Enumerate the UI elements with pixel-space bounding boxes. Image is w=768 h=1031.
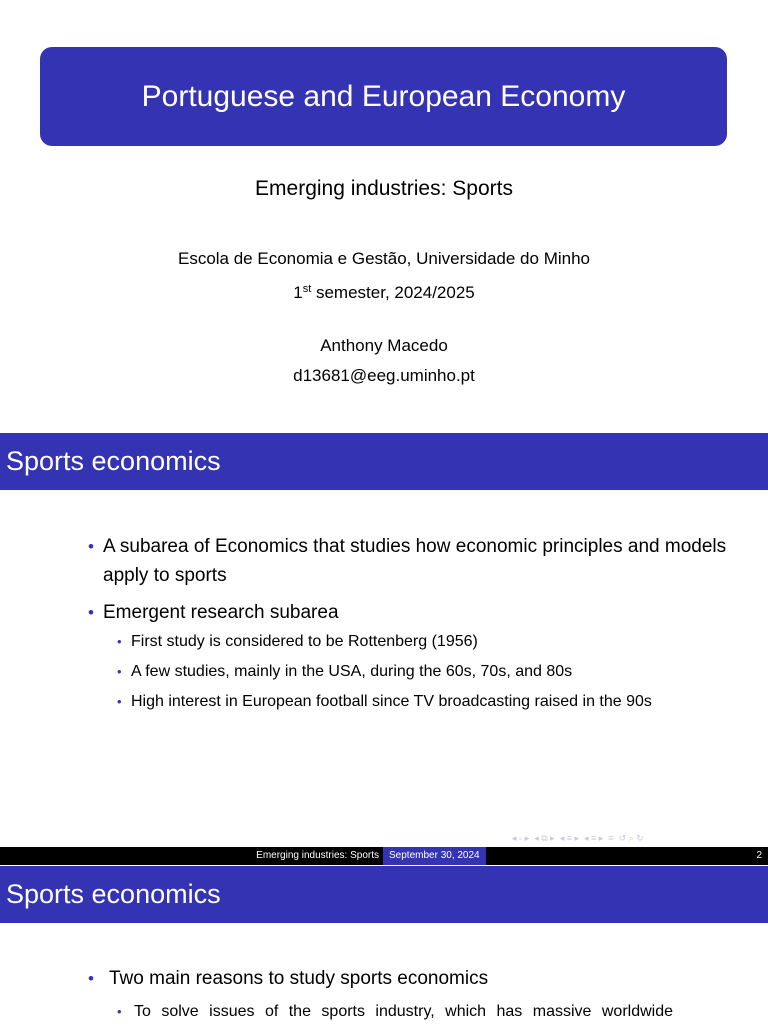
sub-bullet-text: A few studies, mainly in the USA, during the 60s, 70s, and 80s: [131, 663, 573, 680]
list-item: [88, 532, 728, 590]
institute: Escola de Economia e Gestão, Universidade do Minho: [177, 249, 590, 268]
sub-bullet-icon: •: [117, 1004, 122, 1019]
nav-align-icon[interactable]: ≡: [608, 833, 614, 843]
sub-bullet-icon: •: [117, 664, 122, 679]
sub-bullet-text: To solve issues of the sports industry, which has massive worldwide: [134, 1003, 674, 1020]
author-email: d13681@eeg.uminho.pt: [293, 366, 475, 385]
title-slide: [0, 0, 768, 433]
page-number: 2: [756, 850, 762, 861]
beamer-navigation: [512, 831, 768, 845]
sub-bullet-icon: •: [117, 694, 122, 709]
footer-right: [383, 847, 768, 865]
title-box: [40, 47, 727, 146]
semester: [0, 283, 768, 303]
semester-ordinal: 1: [293, 283, 303, 302]
semester-suffix: st: [302, 283, 312, 295]
list-item: [88, 598, 728, 713]
nav-section-icon[interactable]: ◂ ≡ ▸: [559, 832, 579, 843]
frame-title: Sports economics: [0, 866, 768, 923]
sub-list-item: [117, 1001, 728, 1023]
sub-bullet-text: High interest in European football since TV broadcasting raised in the 90s: [131, 693, 652, 710]
bullet-list: [88, 532, 728, 721]
bullet-text: A subarea of Economics that studies how economic principles and models apply to sports: [103, 536, 727, 586]
bullet-text: Emergent research subarea: [103, 602, 339, 623]
bullet-text: Two main reasons to study sports economics: [109, 968, 489, 989]
sub-bullet-icon: •: [117, 634, 122, 649]
sub-bullet-list: [117, 631, 728, 713]
footer-short-title: Emerging industries: Sports: [0, 847, 383, 865]
sub-list-item: [117, 691, 728, 713]
bullet-list: [88, 964, 728, 1031]
bullet-icon: •: [88, 969, 94, 988]
author: Anthony Macedo: [320, 336, 448, 355]
presentation-title: Portuguese and European Economy: [141, 79, 626, 113]
semester-rest: semester, 2024/2025: [311, 283, 475, 302]
sub-bullet-text: First study is considered to be Rottenberg (1956): [131, 633, 478, 650]
nav-frame-back-icon[interactable]: ◂ ▫ ▸: [512, 832, 530, 843]
footline: [0, 847, 768, 865]
nav-search-icon[interactable]: ↺ ⌕ ↻: [618, 832, 644, 843]
footer-date: September 30, 2024: [383, 847, 486, 865]
bullet-icon: •: [88, 603, 94, 622]
sub-list-item: [117, 631, 728, 653]
list-item: [88, 964, 728, 1023]
nav-subsection-icon[interactable]: ◂ ⧉ ▸: [534, 832, 555, 843]
sub-bullet-list: [117, 1001, 728, 1023]
bullet-icon: •: [88, 537, 94, 556]
presentation-subtitle: Emerging industries: Sports: [255, 177, 513, 200]
sub-list-item: [117, 661, 728, 683]
nav-subsection-list-icon[interactable]: ◂ ≡ ▸: [584, 832, 604, 843]
frame-title: Sports economics: [0, 433, 768, 490]
